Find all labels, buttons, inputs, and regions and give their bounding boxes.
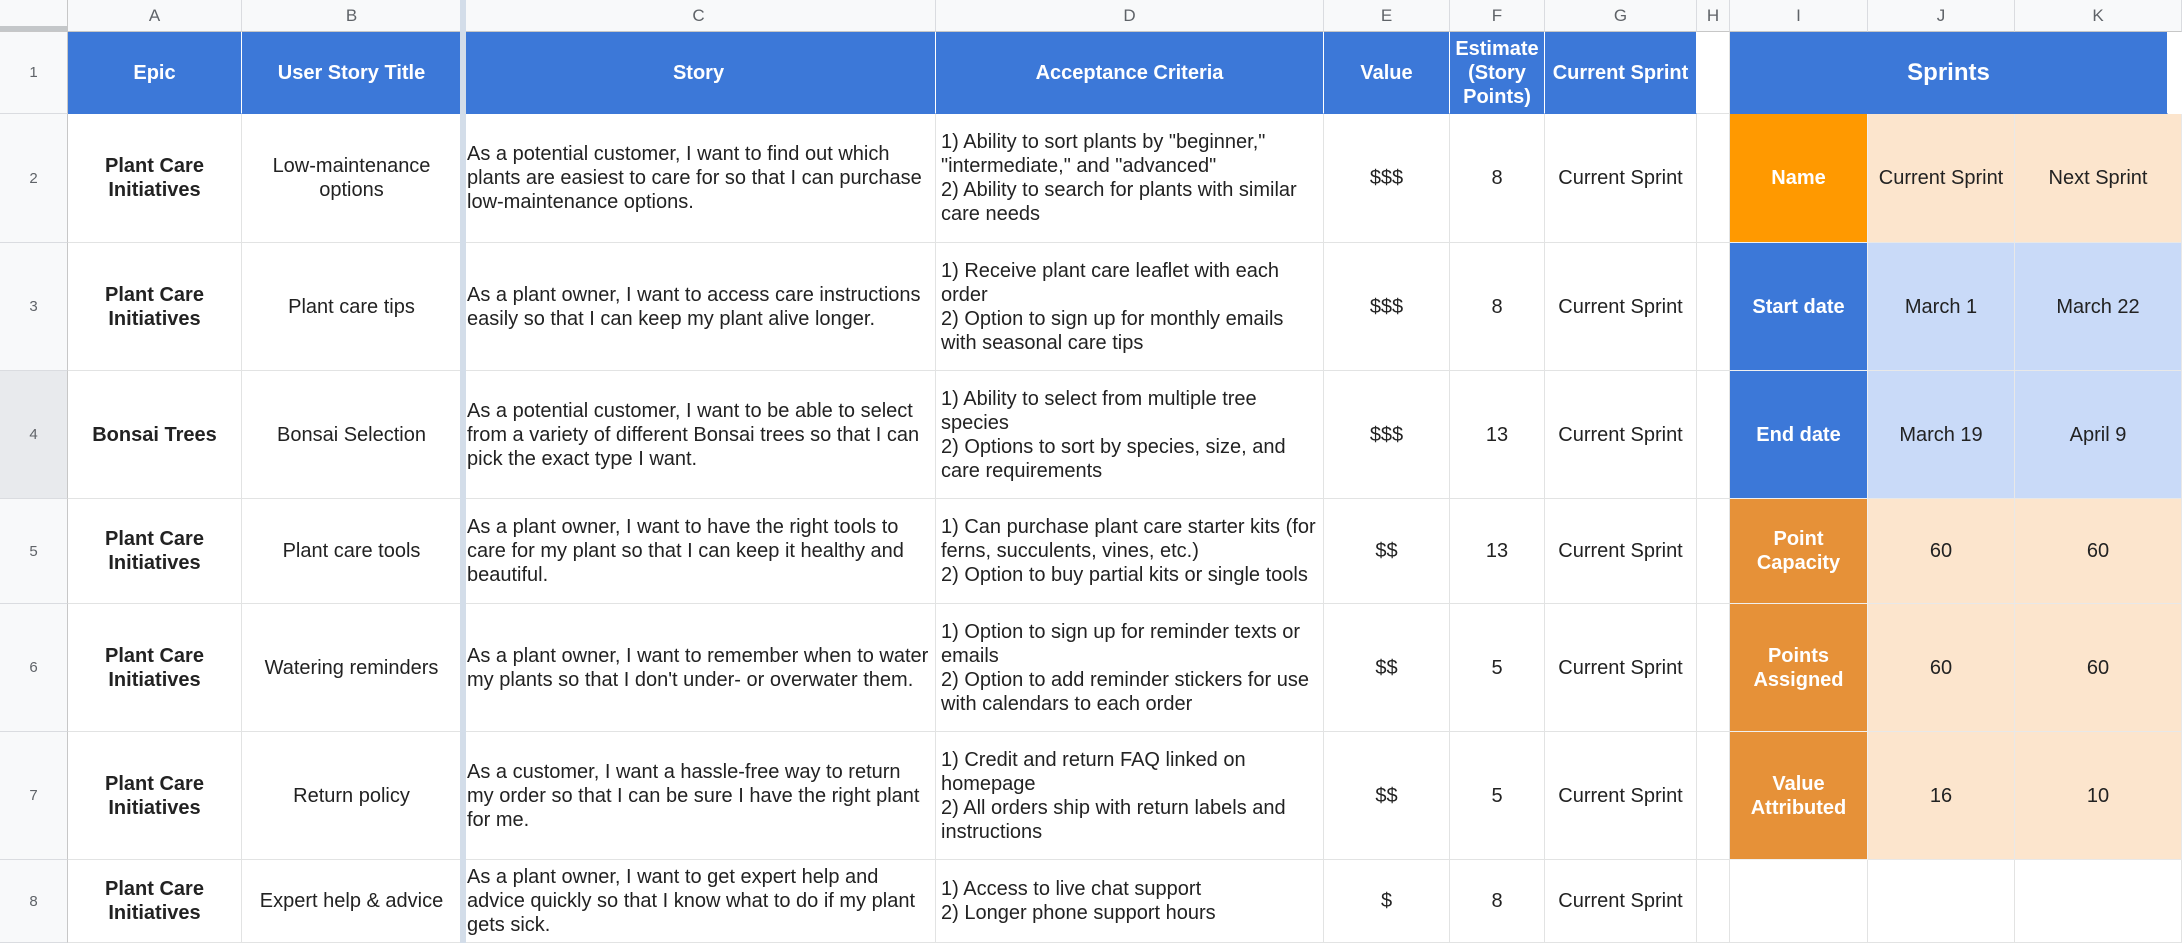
sprint-field-label-text: Name: [1771, 167, 1826, 189]
current-sprint-cell-text: Current Sprint: [1558, 656, 1683, 679]
empty-cell-j8[interactable]: [1868, 860, 2015, 943]
sprint-field-label[interactable]: [1730, 499, 1868, 604]
estimate-cell[interactable]: [1450, 732, 1545, 860]
sprint-current-value[interactable]: [1868, 732, 2015, 860]
current-sprint-cell-text: Current Sprint: [1558, 423, 1683, 446]
story-cell[interactable]: [462, 114, 936, 243]
header-story[interactable]: [462, 32, 936, 114]
row-header-7[interactable]: 7: [0, 732, 68, 860]
cell-h1[interactable]: [1697, 32, 1730, 114]
story-cell-text: As a potential customer, I want to find out which plants are easiest to care for so that I can purchase low-maintenance options.: [467, 143, 922, 213]
value-cell[interactable]: [1324, 243, 1450, 371]
story-cell-text: As a plant owner, I want to get expert help and advice quickly so that I know what to do if my plant gets sick.: [467, 866, 915, 936]
acceptance-criteria-cell[interactable]: [936, 732, 1324, 860]
sprint-field-label[interactable]: [1730, 732, 1868, 860]
sprint-next-value[interactable]: [2015, 114, 2182, 243]
row-header-3[interactable]: 3: [0, 243, 68, 371]
header-sprint[interactable]: [1545, 32, 1697, 114]
epic-cell-text: Plant Care Initiatives: [105, 283, 204, 330]
empty-cell-h[interactable]: [1697, 499, 1730, 604]
sprint-next-value[interactable]: [2015, 604, 2182, 732]
epic-cell-text: Plant Care Initiatives: [105, 878, 204, 924]
value-cell-text: $$$: [1369, 167, 1404, 189]
value-cell-text: $: [1380, 890, 1393, 912]
sprint-next-value[interactable]: [2015, 732, 2182, 860]
story-title-cell-text: Watering reminders: [264, 656, 439, 679]
sprint-next-value-text: March 22: [2056, 295, 2140, 318]
epic-cell-text: Plant Care Initiatives: [105, 155, 204, 201]
estimate-cell[interactable]: [1450, 114, 1545, 243]
estimate-cell[interactable]: [1450, 604, 1545, 732]
epic-cell[interactable]: [68, 499, 242, 604]
current-sprint-cell-text: Current Sprint: [1558, 890, 1683, 912]
header-epic-text: Epic: [133, 61, 176, 84]
acceptance-criteria-cell[interactable]: [936, 243, 1324, 371]
header-epic[interactable]: [68, 32, 242, 114]
acceptance-criteria-cell[interactable]: [936, 114, 1324, 243]
value-cell-text: $$: [1375, 784, 1398, 807]
value-cell[interactable]: [1324, 499, 1450, 604]
empty-cell-h[interactable]: [1697, 371, 1730, 499]
epic-cell[interactable]: [68, 371, 242, 499]
epic-cell-text: Plant Care Initiatives: [105, 528, 204, 574]
sprint-current-value-text: 60: [1929, 656, 1953, 679]
story-title-cell-text: Bonsai Selection: [277, 423, 426, 446]
acceptance-criteria-cell-text: 1) Ability to sort plants by "beginner," "intermediate," and "advanced" 2) Ability to search for plants with similar care needs: [941, 131, 1297, 225]
story-title-cell-text: Expert help & advice: [259, 890, 444, 912]
value-cell-text: $$: [1375, 656, 1398, 679]
empty-cell-h[interactable]: [1697, 243, 1730, 371]
story-cell-text: As a plant owner, I want to access care instructions easily so that I can keep my plant alive longer.: [467, 283, 921, 330]
acceptance-criteria-cell[interactable]: [936, 860, 1324, 943]
estimate-cell-text: 8: [1491, 167, 1503, 189]
empty-cell-i8[interactable]: [1730, 860, 1868, 943]
story-title-cell-text: Plant care tools: [282, 540, 421, 562]
sprint-current-value-text: 60: [1929, 540, 1953, 562]
acceptance-criteria-cell-text: 1) Can purchase plant care starter kits (for ferns, succulents, vines, etc.) 2) Option to buy partial kits or single tools: [941, 516, 1316, 586]
story-cell[interactable]: [462, 499, 936, 604]
row-header-6[interactable]: 6: [0, 604, 68, 732]
header-title[interactable]: [242, 32, 462, 114]
story-title-cell[interactable]: [242, 114, 462, 243]
story-cell[interactable]: [462, 860, 936, 943]
sprint-field-label[interactable]: [1730, 243, 1868, 371]
estimate-cell-text: 13: [1485, 540, 1509, 562]
estimate-cell-text: 8: [1491, 890, 1503, 912]
column-header-j[interactable]: J: [1868, 0, 2015, 32]
epic-cell[interactable]: [68, 114, 242, 243]
epic-cell[interactable]: [68, 604, 242, 732]
current-sprint-cell[interactable]: [1545, 732, 1697, 860]
sprint-next-value-text: April 9: [2069, 423, 2127, 446]
estimate-cell-text: 5: [1491, 784, 1503, 807]
header-title-text: User Story Title: [277, 61, 426, 84]
sprint-current-value[interactable]: [1868, 114, 2015, 243]
column-header-i[interactable]: I: [1730, 0, 1868, 32]
value-cell[interactable]: [1324, 114, 1450, 243]
column-header-k[interactable]: K: [2015, 0, 2182, 32]
current-sprint-cell[interactable]: [1545, 114, 1697, 243]
story-cell[interactable]: [462, 243, 936, 371]
sprint-field-label[interactable]: [1730, 371, 1868, 499]
acceptance-criteria-cell[interactable]: [936, 604, 1324, 732]
sprint-next-value-text: 10: [2086, 784, 2110, 807]
value-cell-text: $$$: [1369, 295, 1404, 318]
story-title-cell-text: Low-maintenance options: [272, 155, 431, 201]
epic-cell[interactable]: [68, 243, 242, 371]
select-all-corner[interactable]: [0, 0, 68, 32]
epic-cell[interactable]: [68, 732, 242, 860]
epic-cell-text: Plant Care Initiatives: [105, 772, 204, 819]
row-header-1[interactable]: 1: [0, 32, 68, 114]
estimate-cell[interactable]: [1450, 371, 1545, 499]
story-title-cell[interactable]: [242, 371, 462, 499]
sprint-current-value-text: Current Sprint: [1878, 167, 2004, 189]
row-header-2[interactable]: 2: [0, 114, 68, 243]
story-cell-text: As a potential customer, I want to be able to select from a variety of different Bonsai trees so that I can pick the exact type I want.: [467, 399, 920, 470]
value-cell[interactable]: [1324, 860, 1450, 943]
sprint-current-value[interactable]: [1868, 371, 2015, 499]
current-sprint-cell[interactable]: [1545, 604, 1697, 732]
header-estimate-text: Estimate (Story Points): [1455, 37, 1539, 108]
estimate-cell-text: 8: [1491, 295, 1503, 318]
acceptance-criteria-cell[interactable]: [936, 499, 1324, 604]
sprint-field-label[interactable]: [1730, 604, 1868, 732]
acceptance-criteria-cell-text: 1) Option to sign up for reminder texts or emails 2) Option to add reminder stickers for use with calendars to each order: [941, 620, 1309, 715]
story-title-cell[interactable]: [242, 860, 462, 943]
current-sprint-cell[interactable]: [1545, 499, 1697, 604]
column-header-d[interactable]: D: [936, 0, 1324, 32]
header-value-text: Value: [1360, 61, 1413, 84]
epic-cell-text: Plant Care Initiatives: [105, 644, 204, 691]
sprint-current-value[interactable]: [1868, 243, 2015, 371]
estimate-cell[interactable]: [1450, 499, 1545, 604]
acceptance-criteria-cell-text: 1) Credit and return FAQ linked on homepage 2) All orders ship with return labels and instructions: [941, 748, 1286, 843]
story-cell[interactable]: [462, 604, 936, 732]
empty-cell-k8[interactable]: [2015, 860, 2182, 943]
current-sprint-cell[interactable]: [1545, 860, 1697, 943]
story-cell-text: As a customer, I want a hassle-free way to return my order so that I can be sure I have the right plant for me.: [467, 760, 920, 831]
estimate-cell-text: 13: [1485, 423, 1509, 446]
current-sprint-cell[interactable]: [1545, 243, 1697, 371]
sprint-next-value[interactable]: [2015, 371, 2182, 499]
row-header-4[interactable]: 4: [0, 371, 68, 499]
sprint-next-value[interactable]: [2015, 243, 2182, 371]
story-title-cell-text: Plant care tips: [288, 295, 415, 318]
estimate-cell[interactable]: [1450, 243, 1545, 371]
sprints-title-text: Sprints: [1907, 58, 1990, 86]
acceptance-criteria-cell-text: 1) Ability to select from multiple tree species 2) Options to sort by species, size, and care requirements: [941, 387, 1286, 482]
sprint-field-label-text: Points Assigned: [1753, 644, 1844, 691]
estimate-cell-text: 5: [1491, 656, 1503, 679]
sprint-next-value-text: 60: [2086, 540, 2110, 562]
sprints-title[interactable]: [1730, 32, 2168, 114]
empty-cell-h[interactable]: [1697, 732, 1730, 860]
current-sprint-cell-text: Current Sprint: [1558, 540, 1683, 562]
epic-cell-text: Bonsai Trees: [92, 423, 217, 446]
story-cell-text: As a plant owner, I want to remember when to water my plants so that I don't under- or overwater them.: [467, 644, 929, 691]
story-title-cell[interactable]: [242, 604, 462, 732]
column-header-h[interactable]: H: [1697, 0, 1730, 32]
sprint-field-label[interactable]: [1730, 114, 1868, 243]
acceptance-criteria-cell[interactable]: [936, 371, 1324, 499]
value-cell[interactable]: [1324, 732, 1450, 860]
sprint-current-value[interactable]: [1868, 604, 2015, 732]
header-criteria[interactable]: [936, 32, 1324, 114]
sprint-current-value-text: 16: [1929, 784, 1953, 807]
row-header-8[interactable]: 8: [0, 860, 68, 943]
sprint-current-value-text: March 19: [1899, 423, 1983, 446]
estimate-cell[interactable]: [1450, 860, 1545, 943]
empty-cell-h[interactable]: [1697, 860, 1730, 943]
story-cell[interactable]: [462, 371, 936, 499]
header-story-text: Story: [672, 61, 725, 84]
sprint-field-label-text: Value Attributed: [1750, 772, 1847, 819]
column-header-g[interactable]: G: [1545, 0, 1697, 32]
story-title-cell[interactable]: [242, 732, 462, 860]
story-title-cell-text: Return policy: [293, 784, 410, 807]
sprint-next-value[interactable]: [2015, 499, 2182, 604]
acceptance-criteria-cell-text: 1) Access to live chat support 2) Longer phone support hours: [941, 878, 1216, 924]
story-cell-text: As a plant owner, I want to have the right tools to care for my plant so that I can keep it healthy and beautiful.: [467, 516, 904, 586]
row-header-5[interactable]: 5: [0, 499, 68, 604]
column-header-f[interactable]: F: [1450, 0, 1545, 32]
acceptance-criteria-cell-text: 1) Receive plant care leaflet with each order 2) Option to sign up for monthly emails with seasonal care tips: [941, 259, 1284, 354]
header-sprint-text: Current Sprint: [1552, 61, 1689, 84]
sprint-current-value-text: March 1: [1904, 295, 1978, 318]
current-sprint-cell[interactable]: [1545, 371, 1697, 499]
story-title-cell[interactable]: [242, 243, 462, 371]
sprint-field-label-text: Start date: [1752, 295, 1845, 318]
value-cell-text: $$$: [1369, 423, 1404, 446]
epic-cell[interactable]: [68, 860, 242, 943]
sprint-field-label-text: Point Capacity: [1756, 528, 1841, 574]
current-sprint-cell-text: Current Sprint: [1558, 167, 1683, 189]
sprint-next-value-text: 60: [2086, 656, 2110, 679]
sprint-field-label-text: End date: [1756, 423, 1841, 446]
current-sprint-cell-text: Current Sprint: [1558, 295, 1683, 318]
column-header-b[interactable]: B: [242, 0, 462, 32]
column-header-c[interactable]: C: [462, 0, 936, 32]
story-title-cell[interactable]: [242, 499, 462, 604]
header-criteria-text: Acceptance Criteria: [1035, 61, 1224, 84]
value-cell[interactable]: [1324, 371, 1450, 499]
column-header-a[interactable]: A: [68, 0, 242, 32]
value-cell[interactable]: [1324, 604, 1450, 732]
header-estimate[interactable]: [1450, 32, 1545, 114]
column-header-e[interactable]: E: [1324, 0, 1450, 32]
frozen-columns-divider[interactable]: [460, 0, 466, 943]
sprint-next-value-text: Next Sprint: [2048, 167, 2148, 189]
header-value[interactable]: [1324, 32, 1450, 114]
story-cell[interactable]: [462, 732, 936, 860]
sprint-current-value[interactable]: [1868, 499, 2015, 604]
empty-cell-h[interactable]: [1697, 114, 1730, 243]
empty-cell-h[interactable]: [1697, 604, 1730, 732]
current-sprint-cell-text: Current Sprint: [1558, 784, 1683, 807]
value-cell-text: $$: [1375, 540, 1398, 562]
